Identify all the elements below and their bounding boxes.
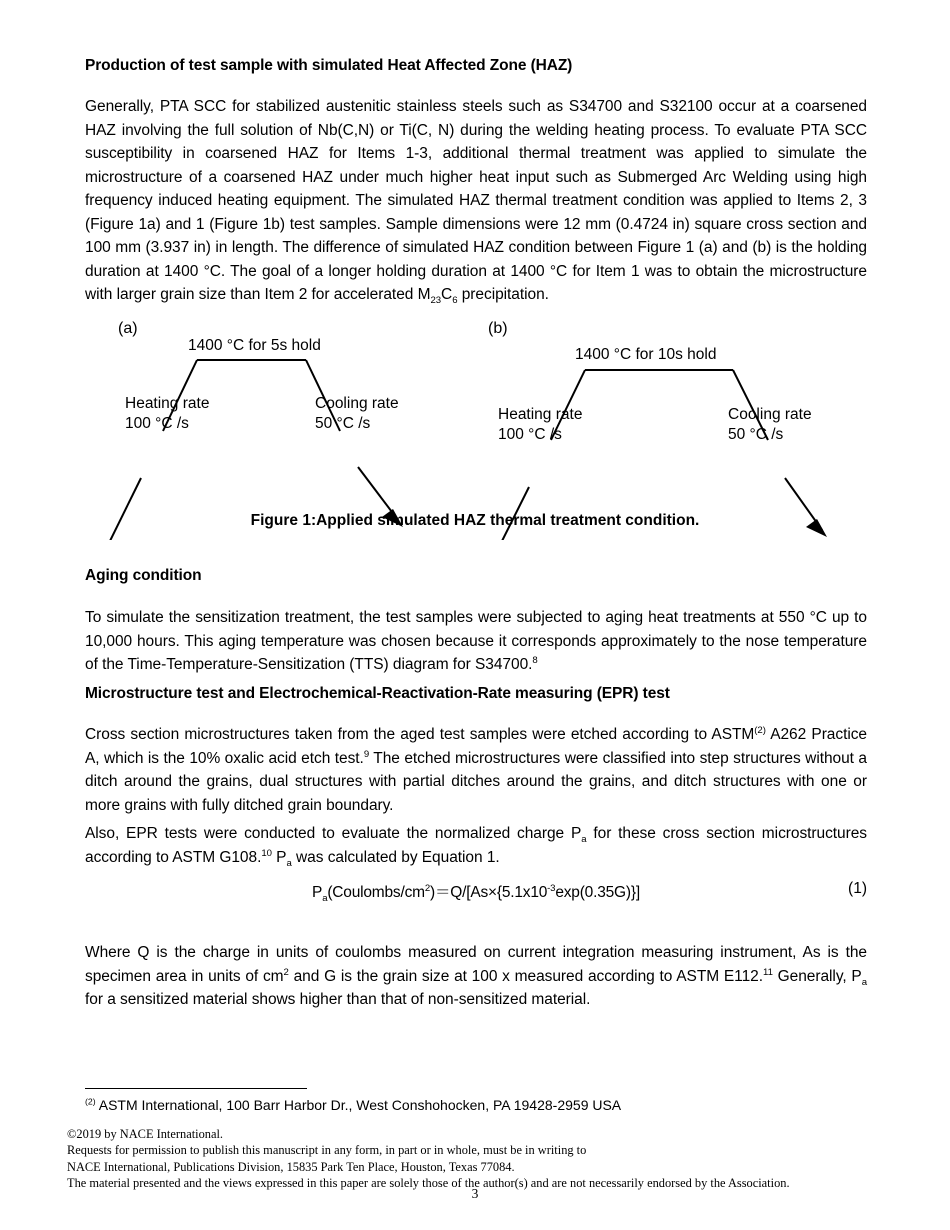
paragraph-where-text-1: Where Q is the charge in units of coulombs measured on current integration measuring instrument, As is the specimen area in units of cm xyxy=(85,944,867,985)
panel-b-cooling-rate-line1: Cooling rate xyxy=(728,406,812,423)
subscript-a-2: a xyxy=(286,857,292,869)
paragraph-production xyxy=(85,95,867,307)
panel-b-thermal-profile-diagram xyxy=(470,310,950,540)
reference-marker-8: 8 xyxy=(532,654,538,666)
subscript-23: 23 xyxy=(430,295,442,307)
figure-1-caption: Figure 1:Applied simulated HAZ thermal treatment condition. xyxy=(250,512,700,529)
paragraph-epr-text-1: Also, EPR tests were conducted to evaluate the normalized charge P xyxy=(85,825,582,842)
figure-panel-a xyxy=(0,310,470,540)
panel-a-heating-ramp-upper xyxy=(163,360,197,431)
panel-a-heating-ramp-lower xyxy=(108,478,141,540)
heading-aging-condition: Aging condition xyxy=(85,567,202,584)
carbon-symbol: C xyxy=(441,286,453,304)
paragraph-where-text-3: Generally, P xyxy=(772,967,862,985)
reference-marker-10: 10 xyxy=(261,847,272,859)
panel-a-cooling-rate-line2: 50 °C /s xyxy=(315,415,371,432)
paragraph-epr-text-3: P xyxy=(271,848,287,866)
subscript-a-3: a xyxy=(861,976,867,988)
figure-panel-b xyxy=(470,310,950,540)
equation-1-number: (1) xyxy=(848,880,867,897)
equation-exponent-minus-3: -3 xyxy=(547,882,556,894)
paragraph-production-tail: precipitation. xyxy=(457,286,549,304)
paragraph-where xyxy=(85,941,867,1012)
paragraph-aging xyxy=(85,606,867,677)
equation-tail: exp(0.35G)}] xyxy=(555,884,640,901)
panel-a-thermal-profile-diagram xyxy=(0,310,470,540)
panel-a-heating-rate-line2: 100 °C /s xyxy=(125,415,189,432)
copyright-line-3: NACE International, Publications Division, 15835 Park Ten Place, Houston, Texas 77084. xyxy=(67,1159,515,1174)
superscript-cm2: 2 xyxy=(283,966,289,978)
panel-a-cooling-rate-line1: Cooling rate xyxy=(315,395,399,412)
paragraph-aging-text: To simulate the sensitization treatment, the test samples were subjected to aging heat treatments at 550 °C up to 10,000 hours. This aging temperature was chosen because it corresponds approximately to the nose temperature of the Time-Temperature-Sensitization (TTS) diagram for S34700. xyxy=(85,609,867,674)
footnote-astm xyxy=(85,1096,621,1114)
reference-marker-9: 9 xyxy=(363,748,370,760)
paragraph-microstructure-text-1: Cross section microstructures taken from the aged test samples were etched according to ASTM xyxy=(85,726,755,743)
panel-a-label: (a) xyxy=(118,320,138,337)
reference-marker-11: 11 xyxy=(763,966,773,978)
paragraph-epr xyxy=(85,822,867,869)
panel-a-cooling-ramp-upper xyxy=(306,360,340,431)
page-number: 3 xyxy=(471,1186,479,1201)
panel-b-label: (b) xyxy=(488,320,508,337)
heading-microstructure-epr: Microstructure test and Electrochemical-Reactivation-Rate measuring (EPR) test xyxy=(85,685,670,702)
paragraph-where-text-2: and G is the grain size at 100 x measured according to ASTM E112. xyxy=(288,967,763,985)
panel-b-hold-label: 1400 °C for 10s hold xyxy=(575,346,717,363)
equation-1-expression xyxy=(85,880,867,905)
copyright-line-2: Requests for permission to publish this manuscript in any form, in part or in whole, must be in writing to xyxy=(67,1143,587,1158)
paragraph-where-text-4: for a sensitized material shows higher than that of non-sensitized material. xyxy=(85,991,591,1009)
paragraph-production-text: Generally, PTA SCC for stabilized austenitic stainless steels such as S34700 and S32100 occur at a coarsened HAZ involving the full solution of Nb(C,N) or Ti(C, N) during the welding heating process. To evaluate PTA SCC susceptibility in coarsened HAZ for Items 1-3, additional thermal treatment was applied to simulate the microstructure of a coarsened HAZ under much higher heat input such as Submerged Arc Welding using high frequency induced heating equipment. The simulated HAZ thermal treatment condition was applied to Items 2, 3 (Figure 1a) and 1 (Figure 1b) test samples. Sample dimensions were 12 mm (0.4724 in) square cross section and 100 mm (3.937 in) in length. The difference of simulated HAZ condition between Figure 1 (a) and (b) is the holding duration at 1400 °C. The goal of a longer holding duration at 1400 °C for Item 1 was to obtain the microstructure with larger grain size than Item 2 for accelerated M xyxy=(85,98,867,304)
equation-lhs-subscript-a: a xyxy=(322,893,328,905)
footnote-separator-rule xyxy=(85,1088,307,1089)
panel-b-heating-rate-line2: 100 °C /s xyxy=(498,426,562,443)
panel-a-heating-rate-line1: Heating rate xyxy=(125,395,210,412)
paragraph-microstructure-text-2: A262 Practice A, which is the 10% oxalic acid etch test. xyxy=(85,726,867,767)
heading-production: Production of test sample with simulated Heat Affected Zone (HAZ) xyxy=(85,57,573,74)
footnote-marker-2-bottom: (2) xyxy=(85,1096,96,1107)
copyright-line-4: The material presented and the views expressed in this paper are solely those of the author(s) and are not necessarily endorsed by the Association. xyxy=(67,1176,790,1191)
panel-b-cooling-rate-line2: 50 °C /s xyxy=(728,426,784,443)
copyright-line-1: ©2019 by NACE International. xyxy=(67,1127,224,1141)
paragraph-microstructure-text-3: The etched microstructures were classified into step structures without a ditch around the grains, dual structures with partial ditches around the grains, and ditch structures with one or more grains with fully ditched grain boundary. xyxy=(85,749,867,814)
equation-lhs-units: (Coulombs/cm xyxy=(327,884,425,901)
equation-middle: )＝Q/[As×{5.1x10 xyxy=(429,884,548,901)
panel-b-heating-rate-line1: Heating rate xyxy=(498,406,583,423)
paragraph-microstructure xyxy=(85,723,867,817)
subscript-6: 6 xyxy=(452,295,458,307)
panel-b-heating-ramp-upper xyxy=(551,370,585,440)
panel-a-hold-label: 1400 °C for 5s hold xyxy=(188,337,321,354)
equation-1-row xyxy=(85,880,867,905)
copyright-block xyxy=(67,1126,867,1192)
paragraph-epr-text-2: for these cross section microstructures according to ASTM G108. xyxy=(85,825,867,866)
footnote-astm-text: ASTM International, 100 Barr Harbor Dr., West Conshohocken, PA 19428-2959 USA xyxy=(95,1097,622,1113)
panel-b-cooling-ramp-upper xyxy=(733,370,768,440)
equation-lhs-p: P xyxy=(312,884,323,901)
subscript-a-1: a xyxy=(581,834,587,846)
paragraph-epr-text-4: was calculated by Equation 1. xyxy=(291,848,500,866)
footnote-marker-2: (2) xyxy=(754,724,766,736)
equation-superscript-2: 2 xyxy=(424,882,430,894)
